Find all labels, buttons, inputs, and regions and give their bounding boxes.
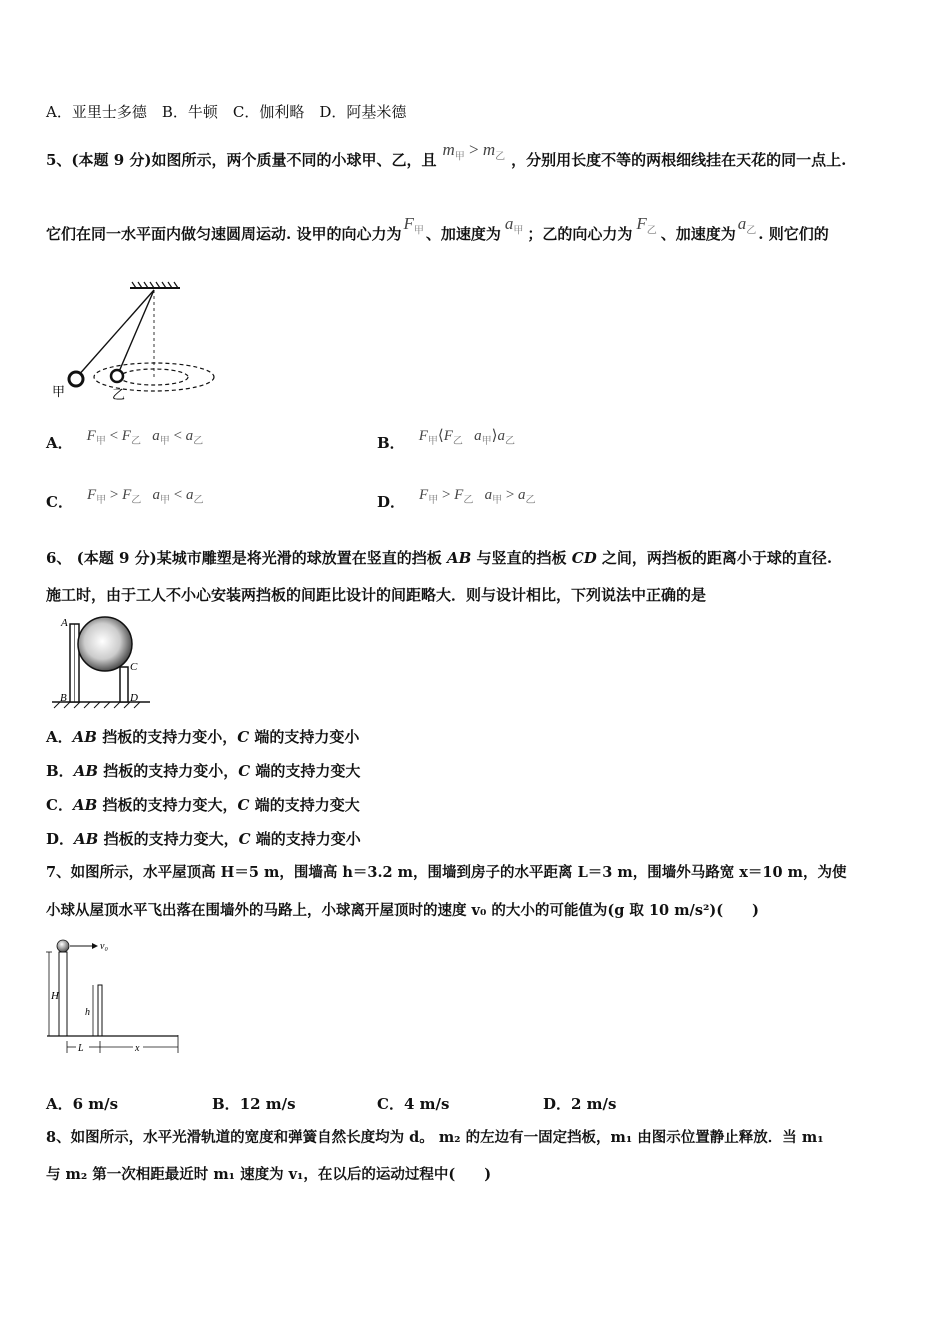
- q7-option-a[interactable]: A．6 m/s: [46, 1095, 119, 1113]
- label-jia: 甲: [52, 384, 66, 399]
- svg-text:L: L: [78, 1043, 84, 1054]
- svg-text:B: B: [60, 692, 67, 704]
- svg-text:h: h: [85, 1007, 90, 1018]
- q5-text-a: 它们在同一水平面内做匀速圆周运动. 设甲的向心力为: [46, 225, 402, 243]
- ball-jia: [69, 372, 83, 386]
- ball: [78, 617, 132, 671]
- q5-option-c[interactable]: C． $F_甲 > F_乙$ $a_甲 < a_乙$: [46, 487, 204, 511]
- q5-text-c: ；乙的向心力为: [527, 225, 633, 243]
- q5-a-yi: $a_乙$: [737, 214, 757, 237]
- q5-option-a[interactable]: A． $F_甲 < F_乙$ $a_甲 < a_乙$: [46, 428, 204, 452]
- q6-option-b[interactable]: B．AB 挡板的支持力变小，C 端的支持力变大: [46, 762, 361, 780]
- q8-line2: 与 m₂ 第一次相距最近时 m₁ 速度为 v₁，在以后的运动过程中( ): [46, 1166, 492, 1183]
- q6-line2: 施工时，由于工人不小心安装两挡板的间距比设计的间距略大．则与设计相比，下列说法中正确的是: [46, 586, 707, 604]
- q5-a-jia: $a_甲$: [504, 214, 524, 237]
- q5-F-yi: $F_乙$: [636, 214, 657, 237]
- q6-line1: 6、 (本题 9 分)某城市雕塑是将光滑的球放置在竖直的挡板 AB 与竖直的挡板 CD 之间，两挡板的距离小于球的直径.: [46, 549, 833, 567]
- q4-options: A．亚里士多德 B．牛顿 C．伽利略 D．阿基米德: [46, 103, 407, 121]
- q5-suffix: ，分别用长度不等的两根细线挂在天花的同一点上.: [511, 151, 847, 169]
- q7-option-b[interactable]: B．12 m/s: [212, 1095, 296, 1113]
- q5-prefix: 5、(本题 9 分)如图所示，两个质量不同的小球甲、乙，且: [46, 151, 437, 169]
- q7-line1: 7、如图所示，水平屋顶高 H＝5 m，围墙高 h＝3.2 m，围墙到房子的水平距离 L＝3 m，围墙外马路宽 x＝10 m，为使: [46, 864, 847, 881]
- q5-F-jia: $F_甲$: [403, 214, 424, 237]
- q6-option-c[interactable]: C．AB 挡板的支持力变大，C 端的支持力变大: [46, 796, 360, 814]
- projectile-figure: [45, 935, 185, 1060]
- svg-text:C: C: [130, 661, 138, 673]
- plate-cd: [120, 667, 128, 702]
- q5-option-b[interactable]: B． $F_甲⟨F_乙$ $a_甲⟩a_乙$: [377, 428, 515, 452]
- label-yi: 乙: [112, 387, 126, 402]
- q7-line2: 小球从屋顶水平飞出落在围墙外的马路上，小球离开屋顶时的速度 v₀ 的大小的可能值为(g 取 10 m/s²)( ): [46, 902, 759, 919]
- svg-text:x: x: [135, 1043, 140, 1054]
- svg-text:v₀: v₀: [100, 941, 108, 952]
- ball-yi: [111, 370, 123, 382]
- q7-option-d[interactable]: D．2 m/s: [543, 1095, 617, 1113]
- q7-option-c[interactable]: C．4 m/s: [377, 1095, 450, 1113]
- q6-option-a[interactable]: A．AB 挡板的支持力变小，C 端的支持力变小: [46, 728, 360, 746]
- q6-option-d[interactable]: D．AB 挡板的支持力变大，C 端的支持力变小: [46, 830, 361, 848]
- svg-text:D: D: [130, 692, 138, 704]
- svg-text:H: H: [51, 990, 59, 1002]
- svg-text:A: A: [61, 617, 68, 629]
- q5-text-e: . 则它们的: [758, 225, 829, 243]
- q5-line1: [46, 140, 847, 177]
- q8-line1: 8、如图所示，水平光滑轨道的宽度和弹簧自然长度均为 d。 m₂ 的左边有一固定挡板，m₁ 由图示位置静止释放．当 m₁: [46, 1129, 824, 1146]
- q5-text-d: 、加速度为: [660, 225, 736, 243]
- q5-text-b: 、加速度为: [425, 225, 501, 243]
- ball-between-plates-figure: [50, 612, 155, 712]
- q5-mass-relation: $m_甲 > m_乙$: [442, 140, 506, 163]
- q5-line2: [46, 214, 829, 251]
- q5-option-d[interactable]: D． $F_甲 > F_乙$ $a_甲 > a_乙$: [377, 487, 536, 511]
- conical-pendulum-figure: [50, 280, 225, 405]
- projectile-ball: [57, 940, 69, 952]
